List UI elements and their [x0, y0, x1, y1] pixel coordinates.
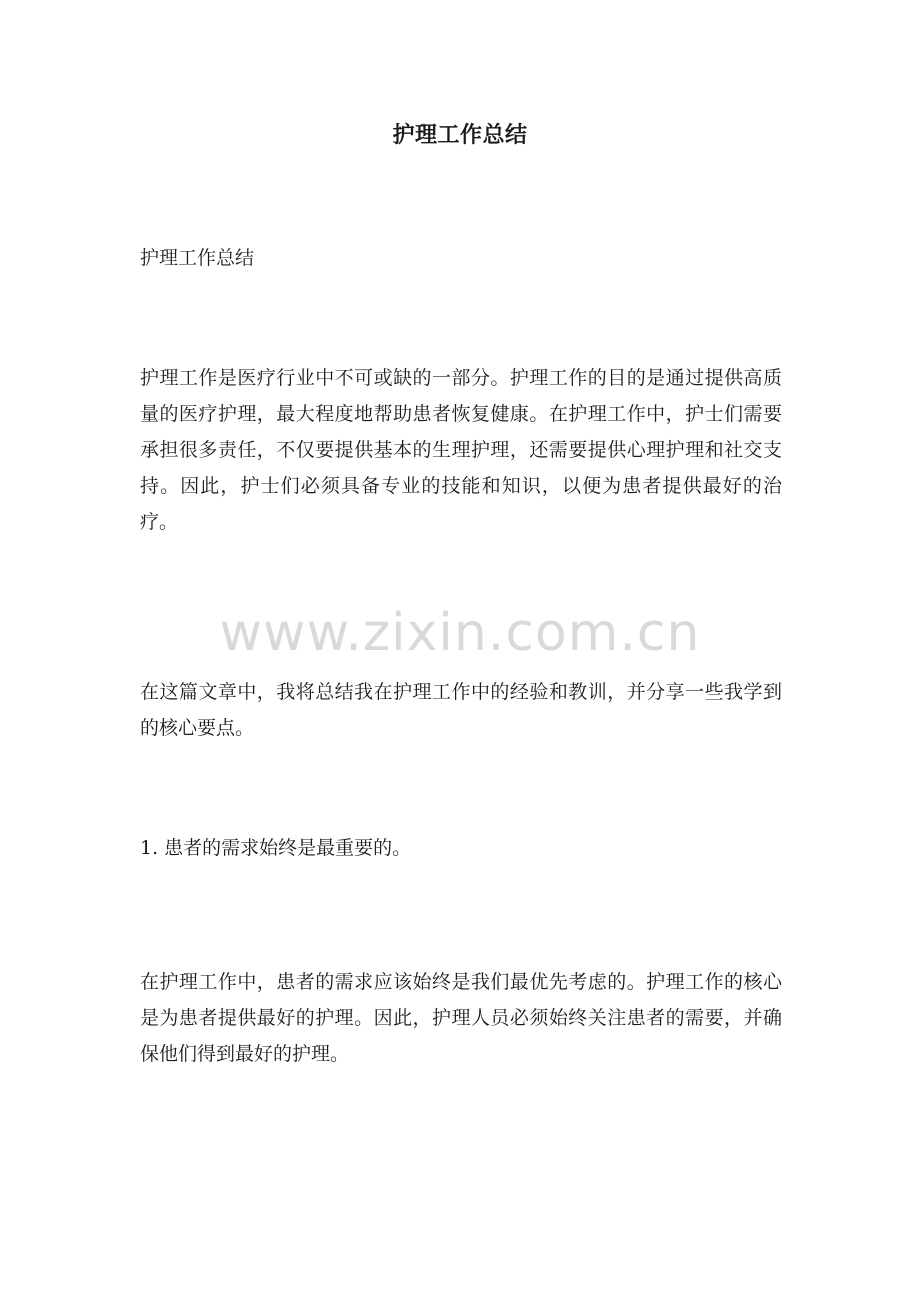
paragraph-purpose: 在这篇文章中，我将总结我在护理工作中的经验和教训，并分享一些我学到的核心要点。: [140, 681, 782, 739]
watermark-text: www.zixin.com.cn: [219, 603, 701, 663]
list-item-heading: 1. 患者的需求始终是最重要的。: [140, 837, 412, 859]
paragraph-intro: 护理工作是医疗行业中不可或缺的一部分。护理工作的目的是通过提供高质量的医疗护理，最大程度地帮助患者恢复健康。在护理工作中，护士们需要承担很多责任，不仅要提供基本的生理护理，还需要提供心理护理和社交支持。因此，护士们必须具备专业的技能和知识，以便为患者提供最好的治疗。: [140, 367, 782, 533]
document-subtitle: 护理工作总结: [140, 247, 255, 269]
document-title: 护理工作总结: [392, 123, 528, 148]
paragraph-point1-body: 在护理工作中，患者的需求应该始终是我们最优先考虑的。护理工作的核心是为患者提供最好的护理。因此，护理人员必须始终关注患者的需要，并确保他们得到最好的护理。: [140, 971, 782, 1065]
